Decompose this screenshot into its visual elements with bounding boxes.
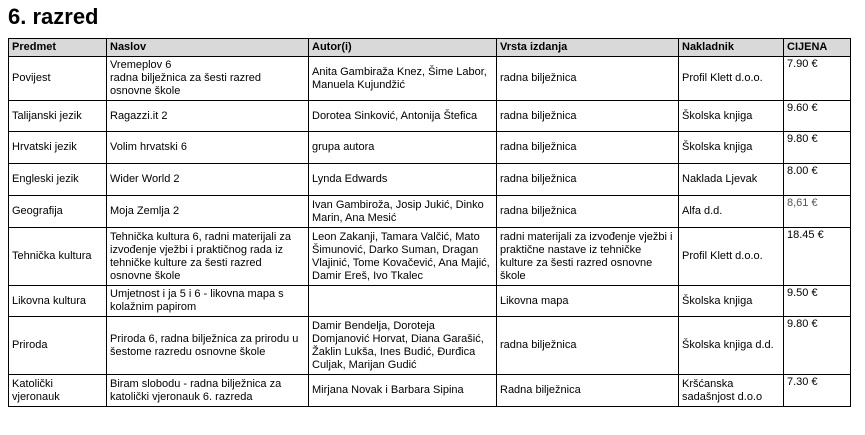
cell-autori: Damir Bendelja, Doroteja Domjanović Horvat, Diana Garašić, Žaklin Lukša, Ines Budić, Đurđica Culjak, Marijan Gudić	[309, 317, 497, 375]
cell-naslov: Volim hrvatski 6	[107, 132, 309, 164]
cell-vrsta: radna bilježnica	[497, 164, 679, 196]
cell-naslov: Biram slobodu - radna bilježnica za katolički vjeronauk 6. razreda	[107, 375, 309, 407]
cell-nakladnik: Kršćanska sadašnjost d.o.o	[679, 375, 784, 407]
cell-vrsta: Likovna mapa	[497, 286, 679, 317]
table-row	[9, 317, 851, 375]
cell-naslov: Tehnička kultura 6, radni materijali za izvođenje vježbi i praktičnog rada iz tehničke kulture za šesti razred osnovne škole	[107, 228, 309, 286]
cell-cijena: 9.50 €	[784, 286, 851, 317]
cell-nakladnik: Profil Klett d.o.o.	[679, 228, 784, 286]
cell-cijena: 8.00 €	[784, 164, 851, 196]
cell-nakladnik: Alfa d.d.	[679, 196, 784, 228]
header-naslov: Naslov	[107, 39, 309, 57]
cell-autori	[309, 286, 497, 317]
cell-naslov: Priroda 6, radna bilježnica za prirodu u šestome razredu osnovne škole	[107, 317, 309, 375]
cell-predmet: Talijanski jezik	[9, 101, 107, 132]
cell-predmet: Povijest	[9, 57, 107, 101]
header-nakladnik: Nakladnik	[679, 39, 784, 57]
textbook-table	[8, 38, 851, 407]
cell-vrsta: radna bilježnica	[497, 132, 679, 164]
table-row	[9, 196, 851, 228]
cell-vrsta: radna bilježnica	[497, 196, 679, 228]
cell-vrsta: radna bilježnica	[497, 57, 679, 101]
cell-nakladnik: Školska knjiga	[679, 132, 784, 164]
cell-cijena: 8,61 €	[784, 196, 851, 228]
cell-nakladnik: Školska knjiga	[679, 286, 784, 317]
cell-vrsta: Radna bilježnica	[497, 375, 679, 407]
cell-autori: Ivan Gambiroža, Josip Jukić, Dinko Marin, Ana Mesić	[309, 196, 497, 228]
cell-predmet: Hrvatski jezik	[9, 132, 107, 164]
cell-naslov: Ragazzi.it 2	[107, 101, 309, 132]
table-row	[9, 132, 851, 164]
cell-cijena: 7.30 €	[784, 375, 851, 407]
cell-autori: Anita Gambiraža Knez, Šime Labor, Manuela Kujundžić	[309, 57, 497, 101]
header-vrsta: Vrsta izdanja	[497, 39, 679, 57]
table-row	[9, 228, 851, 286]
cell-autori: Dorotea Sinković, Antonija Štefica	[309, 101, 497, 132]
cell-nakladnik: Školska knjiga d.d.	[679, 317, 784, 375]
cell-vrsta: radni materijali za izvođenje vježbi i praktične nastave iz tehničke kulture za šesti razred osnovne škole	[497, 228, 679, 286]
cell-naslov: Vremeplov 6 radna bilježnica za šesti razred osnovne škole	[107, 57, 309, 101]
cell-nakladnik: Profil Klett d.o.o.	[679, 57, 784, 101]
table-row	[9, 57, 851, 101]
cell-vrsta: radna bilježnica	[497, 317, 679, 375]
cell-naslov: Moja Zemlja 2	[107, 196, 309, 228]
cell-predmet: Engleski jezik	[9, 164, 107, 196]
cell-cijena: 9.80 €	[784, 132, 851, 164]
cell-nakladnik: Naklada Ljevak	[679, 164, 784, 196]
cell-naslov: Wider World 2	[107, 164, 309, 196]
header-cijena: CIJENA	[784, 39, 851, 57]
page-title: 6. razred	[8, 4, 99, 29]
cell-cijena: 18.45 €	[784, 228, 851, 286]
cell-cijena: 9.60 €	[784, 101, 851, 132]
cell-predmet: Likovna kultura	[9, 286, 107, 317]
cell-autori: grupa autora	[309, 132, 497, 164]
cell-predmet: Tehnička kultura	[9, 228, 107, 286]
table-header-row	[9, 39, 851, 57]
cell-nakladnik: Školska knjiga	[679, 101, 784, 132]
cell-autori: Mirjana Novak i Barbara Sipina	[309, 375, 497, 407]
cell-autori: Lynda Edwards	[309, 164, 497, 196]
header-predmet: Predmet	[9, 39, 107, 57]
table-row	[9, 164, 851, 196]
cell-predmet: Katolički vjeronauk	[9, 375, 107, 407]
cell-predmet: Priroda	[9, 317, 107, 375]
cell-predmet: Geografija	[9, 196, 107, 228]
cell-cijena: 9.80 €	[784, 317, 851, 375]
cell-vrsta: radna bilježnica	[497, 101, 679, 132]
table-row	[9, 101, 851, 132]
table-row	[9, 375, 851, 407]
cell-cijena: 7.90 €	[784, 57, 851, 101]
header-autori: Autor(i)	[309, 39, 497, 57]
cell-autori: Leon Zakanji, Tamara Valčić, Mato Šimunović, Darko Suman, Dragan Vlajinić, Tome Kovačević, Ana Majić, Damir Ereš, Ivo Tkalec	[309, 228, 497, 286]
cell-naslov: Umjetnost i ja 5 i 6 - likovna mapa s kolažnim papirom	[107, 286, 309, 317]
table-row	[9, 286, 851, 317]
